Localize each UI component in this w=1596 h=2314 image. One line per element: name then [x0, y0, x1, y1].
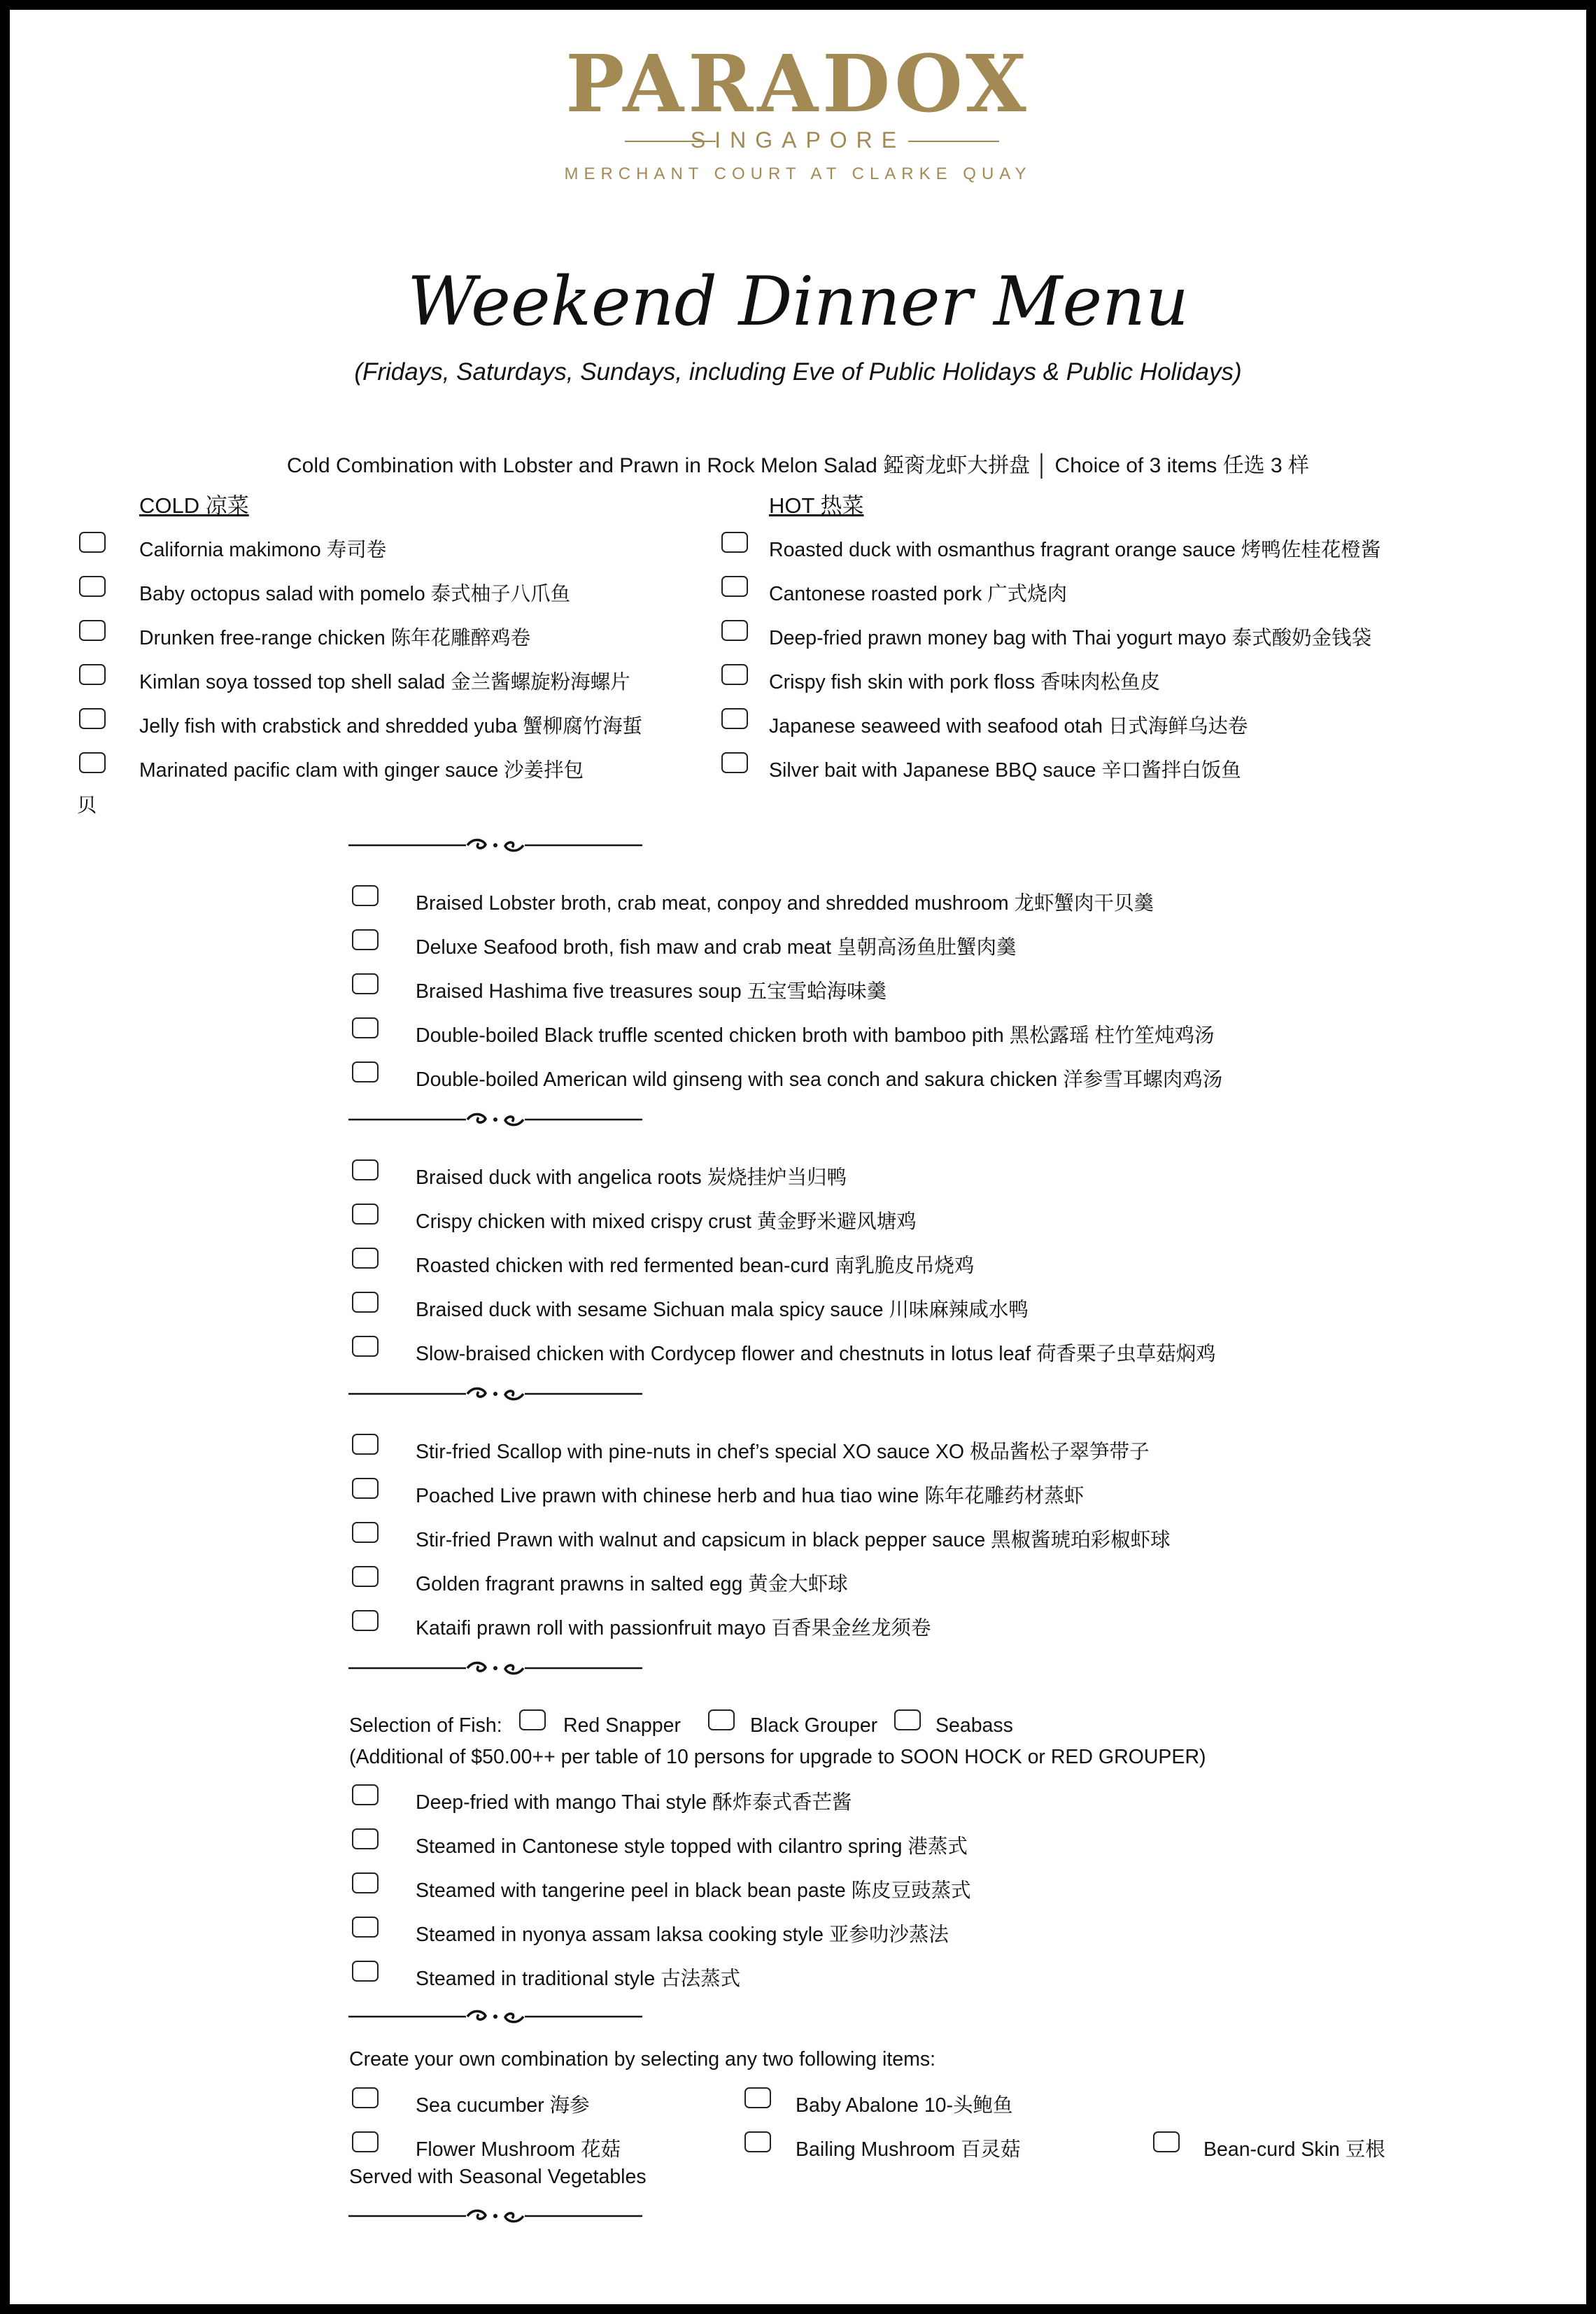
combination-footer: Served with Seasonal Vegetables — [349, 2166, 647, 2188]
combination-item: Flower Mushroom 花菇 — [416, 2138, 621, 2161]
cold-checkbox[interactable] — [79, 620, 106, 641]
poultry-item: Crispy chicken with mixed crispy crust 黄金野米避风塘鸡 — [416, 1211, 917, 1233]
soup-item: Double-boiled American wild ginseng with sea conch and sakura chicken 洋参雪耳螺肉鸡汤 — [416, 1068, 1223, 1091]
fish-style-checkbox[interactable] — [352, 1961, 379, 1982]
cold-combination: Cold Combination with Lobster and Prawn in Rock Melon Salad 錏脔龙虾大拼盘 │ Choice of 3 items 任选 3 样 — [287, 454, 1309, 477]
poultry-checkbox[interactable] — [352, 1159, 379, 1180]
soup-checkbox[interactable] — [352, 929, 379, 950]
soup-item: Deluxe Seafood broth, fish maw and crab meat 皇朝高汤鱼肚蟹肉羹 — [416, 936, 1017, 959]
cold-checkbox[interactable] — [79, 708, 106, 729]
cold-item: Baby octopus salad with pomelo 泰式柚子八爪鱼 — [139, 583, 571, 605]
seafood-checkbox[interactable] — [352, 1478, 379, 1499]
ornament-divider — [348, 835, 642, 856]
poultry-checkbox[interactable] — [352, 1204, 379, 1225]
cold-checkbox[interactable] — [79, 576, 106, 597]
fish-option-label: Black Grouper — [750, 1714, 878, 1737]
fish-upgrade-note: (Additional of $50.00++ per table of 10 persons for upgrade to SOON HOCK or RED GROUPER) — [349, 1746, 1206, 1768]
hot-checkbox[interactable] — [721, 576, 748, 597]
fish-style-item: Steamed in nyonya assam laksa cooking style 亚参叻沙蒸法 — [416, 1924, 949, 1946]
soup-item: Double-boiled Black truffle scented chicken broth with bamboo pith 黑松露瑶 柱竹笙炖鸡汤 — [416, 1024, 1215, 1047]
seafood-checkbox[interactable] — [352, 1522, 379, 1543]
combination-item: Bailing Mushroom 百灵菇 — [796, 2138, 1021, 2161]
soup-checkbox[interactable] — [352, 1017, 379, 1038]
ornament-divider — [348, 1383, 642, 1404]
fish-option-label: Seabass — [935, 1714, 1013, 1737]
soup-checkbox[interactable] — [352, 1061, 379, 1082]
hot-item: Silver bait with Japanese BBQ sauce 辛口酱拌白饭鱼 — [769, 759, 1241, 782]
combination-item: Bean-curd Skin 豆根 — [1203, 2138, 1385, 2161]
hot-item: Crispy fish skin with pork floss 香味肉松鱼皮 — [769, 671, 1161, 693]
ornament-divider — [348, 1658, 642, 1679]
seafood-item: Kataifi prawn roll with passionfruit mayo 百香果金丝龙须卷 — [416, 1617, 931, 1639]
poultry-item: Slow-braised chicken with Cordycep flower and chestnuts in lotus leaf 荷香栗子虫草菇焖鸡 — [416, 1343, 1216, 1365]
cold-heading: COLD 凉菜 — [139, 493, 249, 518]
ornament-divider — [348, 1109, 642, 1130]
menu-subtitle: (Fridays, Saturdays, Sundays, including Eve of Public Holidays & Public Holidays) — [354, 358, 1242, 386]
cold-checkbox[interactable] — [79, 532, 106, 553]
cold-item: Jelly fish with crabstick and shredded yuba 蟹柳腐竹海蜇 — [139, 715, 643, 738]
combination-checkbox[interactable] — [1153, 2131, 1180, 2152]
hot-item: Japanese seaweed with seafood otah 日式海鲜乌达卷 — [769, 715, 1248, 738]
fish-style-checkbox[interactable] — [352, 1917, 379, 1938]
seafood-item: Poached Live prawn with chinese herb and hua tiao wine 陈年花雕药材蒸虾 — [416, 1485, 1085, 1507]
combination-checkbox[interactable] — [352, 2131, 379, 2152]
poultry-item: Braised duck with angelica roots 炭烧挂炉当归鸭 — [416, 1166, 847, 1189]
poultry-item: Braised duck with sesame Sichuan mala spicy sauce 川味麻辣咸水鸭 — [416, 1299, 1029, 1321]
hot-item: Deep-fried prawn money bag with Thai yogurt mayo 泰式酸奶金钱袋 — [769, 627, 1372, 649]
cold-item: California makimono 寿司卷 — [139, 539, 387, 561]
poultry-checkbox[interactable] — [352, 1292, 379, 1313]
hot-checkbox[interactable] — [721, 532, 748, 553]
hot-item: Cantonese roasted pork 广式烧肉 — [769, 583, 1068, 605]
poultry-checkbox[interactable] — [352, 1248, 379, 1269]
seafood-item: Stir-fried Prawn with walnut and capsicum in black pepper sauce 黑椒酱琥珀彩椒虾球 — [416, 1529, 1171, 1551]
cold-item: Kimlan soya tossed top shell salad 金兰酱螺旋粉海螺片 — [139, 671, 630, 693]
hot-checkbox[interactable] — [721, 620, 748, 641]
fish-style-checkbox[interactable] — [352, 1784, 379, 1805]
hot-checkbox[interactable] — [721, 708, 748, 729]
fish-selection-label: Selection of Fish: — [349, 1714, 502, 1737]
seafood-item: Golden fragrant prawns in salted egg 黄金大虾球 — [416, 1573, 848, 1595]
hot-heading: HOT 热菜 — [769, 493, 864, 518]
brand-logo: PARADOX — [565, 38, 1031, 130]
menu-title: Weekend Dinner Menu — [407, 262, 1189, 341]
combination-checkbox[interactable] — [744, 2131, 771, 2152]
seafood-checkbox[interactable] — [352, 1566, 379, 1587]
seafood-checkbox[interactable] — [352, 1610, 379, 1631]
cold-checkbox[interactable] — [79, 752, 106, 773]
cold-item-overflow: 贝 — [77, 794, 97, 816]
fish-option-label: Red Snapper — [563, 1714, 681, 1737]
cold-item: Marinated pacific clam with ginger sauce 沙姜拌包 — [139, 759, 584, 782]
fish-style-item: Steamed in traditional style 古法蒸式 — [416, 1968, 741, 1990]
hot-item: Roasted duck with osmanthus fragrant orange sauce 烤鸭佐桂花橙酱 — [769, 539, 1381, 561]
fish-style-checkbox[interactable] — [352, 1872, 379, 1893]
brand-location: SINGAPORE — [690, 127, 906, 153]
ornament-divider — [348, 2206, 642, 2227]
poultry-item: Roasted chicken with red fermented bean-curd 南乳脆皮吊烧鸡 — [416, 1255, 975, 1277]
hot-checkbox[interactable] — [721, 752, 748, 773]
soup-item: Braised Lobster broth, crab meat, conpoy and shredded mushroom 龙虾蟹肉干贝羹 — [416, 892, 1154, 915]
combination-checkbox[interactable] — [744, 2087, 771, 2108]
soup-checkbox[interactable] — [352, 885, 379, 906]
fish-option-checkbox[interactable] — [894, 1709, 921, 1730]
cold-checkbox[interactable] — [79, 664, 106, 685]
brand-property: MERCHANT COURT AT CLARKE QUAY — [564, 164, 1032, 183]
combination-checkbox[interactable] — [352, 2087, 379, 2108]
combination-intro: Create your own combination by selecting any two following items: — [349, 2048, 935, 2070]
fish-style-checkbox[interactable] — [352, 1828, 379, 1849]
seafood-item: Stir-fried Scallop with pine-nuts in chef’s special XO sauce XO 极品酱松子翠笋带子 — [416, 1441, 1150, 1463]
fish-option-checkbox[interactable] — [708, 1709, 735, 1730]
fish-style-item: Steamed in Cantonese style topped with cilantro spring 港蒸式 — [416, 1835, 968, 1858]
combination-item: Sea cucumber 海参 — [416, 2094, 590, 2117]
fish-style-item: Steamed with tangerine peel in black bean paste 陈皮豆豉蒸式 — [416, 1879, 971, 1902]
cold-item: Drunken free-range chicken 陈年花雕醉鸡卷 — [139, 627, 531, 649]
combination-item: Baby Abalone 10-头鲍鱼 — [796, 2094, 1013, 2117]
poultry-checkbox[interactable] — [352, 1336, 379, 1357]
ornament-divider — [348, 2006, 642, 2027]
soup-item: Braised Hashima five treasures soup 五宝雪蛤海味羹 — [416, 980, 887, 1003]
fish-style-item: Deep-fried with mango Thai style 酥炸泰式香芒酱 — [416, 1791, 852, 1814]
fish-option-checkbox[interactable] — [519, 1709, 546, 1730]
seafood-checkbox[interactable] — [352, 1434, 379, 1455]
soup-checkbox[interactable] — [352, 973, 379, 994]
hot-checkbox[interactable] — [721, 664, 748, 685]
